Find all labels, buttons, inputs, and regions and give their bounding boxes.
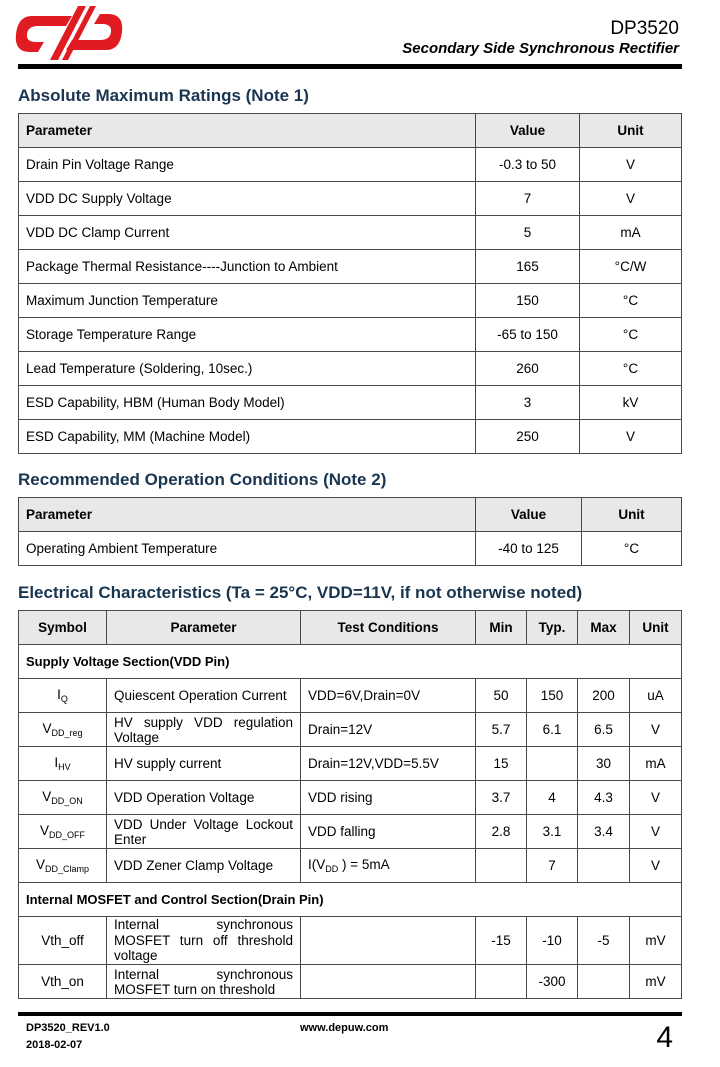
cond-cell: VDD rising: [301, 781, 476, 815]
param-cell: HV supply current: [107, 747, 301, 781]
symbol-cell: Vth_off: [19, 917, 107, 965]
value-cell: -65 to 150: [476, 318, 580, 352]
param-cell: Lead Temperature (Soldering, 10sec.): [19, 352, 476, 386]
table-row: [19, 318, 682, 352]
unit-cell: °C: [580, 352, 682, 386]
value-cell: 150: [476, 284, 580, 318]
param-cell: Operating Ambient Temperature: [19, 532, 476, 566]
unit-cell: mV: [630, 965, 682, 999]
cond-cell: [301, 965, 476, 999]
unit-cell: mA: [580, 216, 682, 250]
max-cell: 3.4: [578, 815, 630, 849]
symbol-cell: $V_{DD\_reg}$: [19, 713, 107, 747]
min-cell: 2.8: [476, 815, 527, 849]
param-cell: Storage Temperature Range: [19, 318, 476, 352]
section-label: Internal MOSFET and Control Section(Drain Pin): [19, 883, 682, 917]
table-row: [19, 284, 682, 318]
section-label: Supply Voltage Section(VDD Pin): [19, 645, 682, 679]
value-cell: -40 to 125: [476, 532, 582, 566]
col-header: Unit: [582, 498, 682, 532]
typ-cell: -10: [527, 917, 578, 965]
table-header-row: [19, 498, 682, 532]
unit-cell: V: [630, 713, 682, 747]
footer-rule: [18, 1012, 682, 1016]
value-cell: -0.3 to 50: [476, 148, 580, 182]
table-row: [19, 532, 682, 566]
param-cell: VDD Operation Voltage: [107, 781, 301, 815]
page-number: 4: [656, 1021, 673, 1054]
min-cell: [476, 965, 527, 999]
rec-op-table: [18, 497, 682, 566]
cond-cell: VDD=6V,Drain=0V: [301, 679, 476, 713]
cond-cell: Drain=12V,VDD=5.5V: [301, 747, 476, 781]
max-cell: [578, 849, 630, 883]
param-cell: Internal synchronous MOSFET turn on threshold: [107, 965, 301, 999]
max-cell: -5: [578, 917, 630, 965]
symbol-cell: $V_{DD\_OFF}$: [19, 815, 107, 849]
max-cell: 4.3: [578, 781, 630, 815]
table-row: [19, 420, 682, 454]
col-header: Value: [476, 114, 580, 148]
symbol-cell: $I_{HV}$: [19, 747, 107, 781]
param-cell: HV supply VDD regulation Voltage: [107, 713, 301, 747]
value-cell: 5: [476, 216, 580, 250]
cond-cell: VDD falling: [301, 815, 476, 849]
header-rule: [18, 64, 682, 69]
param-cell: VDD DC Supply Voltage: [19, 182, 476, 216]
param-cell: VDD DC Clamp Current: [19, 216, 476, 250]
table-row: [19, 352, 682, 386]
typ-cell: [527, 747, 578, 781]
param-cell: Internal synchronous MOSFET turn off threshold voltage: [107, 917, 301, 965]
max-cell: 30: [578, 747, 630, 781]
unit-cell: V: [630, 815, 682, 849]
unit-cell: uA: [630, 679, 682, 713]
section-row: [19, 883, 682, 917]
table-row: [19, 250, 682, 284]
value-cell: 3: [476, 386, 580, 420]
col-header: Max: [578, 611, 630, 645]
typ-cell: 4: [527, 781, 578, 815]
cond-cell: $I(V_{DD}$ ) = 5mA: [301, 849, 476, 883]
symbol-cell: Vth_on: [19, 965, 107, 999]
param-cell: Drain Pin Voltage Range: [19, 148, 476, 182]
symbol-cell: $V_{DD\_Clamp}$: [19, 849, 107, 883]
unit-cell: V: [580, 420, 682, 454]
table-row: [19, 386, 682, 420]
table-row: [19, 679, 682, 713]
typ-cell: 150: [527, 679, 578, 713]
rec-op-title: Recommended Operation Conditions (Note 2): [18, 470, 387, 489]
col-header: Parameter: [19, 114, 476, 148]
table-row: [19, 781, 682, 815]
section-row: [19, 645, 682, 679]
param-cell: Package Thermal Resistance----Junction to Ambient: [19, 250, 476, 284]
min-cell: -15: [476, 917, 527, 965]
min-cell: 5.7: [476, 713, 527, 747]
unit-cell: °C: [580, 284, 682, 318]
unit-cell: °C/W: [580, 250, 682, 284]
col-header: Min: [476, 611, 527, 645]
param-cell: VDD Under Voltage Lockout Enter: [107, 815, 301, 849]
table-row: [19, 965, 682, 999]
abs-max-table: [18, 113, 682, 454]
table-header-row: [19, 114, 682, 148]
unit-cell: kV: [580, 386, 682, 420]
header-subtitle: Secondary Side Synchronous Rectifier: [402, 40, 679, 57]
typ-cell: -300: [527, 965, 578, 999]
param-cell: VDD Zener Clamp Voltage: [107, 849, 301, 883]
unit-cell: V: [580, 182, 682, 216]
unit-cell: V: [580, 148, 682, 182]
unit-cell: V: [630, 781, 682, 815]
max-cell: 6.5: [578, 713, 630, 747]
param-cell: Quiescent Operation Current: [107, 679, 301, 713]
table-row: [19, 815, 682, 849]
header-model: DP3520: [610, 18, 679, 39]
col-header: Typ.: [527, 611, 578, 645]
unit-cell: mA: [630, 747, 682, 781]
param-cell: ESD Capability, MM (Machine Model): [19, 420, 476, 454]
table-row: [19, 148, 682, 182]
table-row: [19, 917, 682, 965]
logo-mark: [16, 6, 122, 60]
unit-cell: °C: [582, 532, 682, 566]
min-cell: 15: [476, 747, 527, 781]
value-cell: 165: [476, 250, 580, 284]
col-header: Parameter: [19, 498, 476, 532]
col-header: Test Conditions: [301, 611, 476, 645]
footer-website: www.depuw.com: [300, 1022, 389, 1034]
col-header: Unit: [630, 611, 682, 645]
table-row: [19, 182, 682, 216]
table-row: [19, 747, 682, 781]
symbol-cell: $V_{DD\_ON}$: [19, 781, 107, 815]
min-cell: 3.7: [476, 781, 527, 815]
table-row: [19, 849, 682, 883]
symbol-cell: $I_Q$: [19, 679, 107, 713]
cond-cell: [301, 917, 476, 965]
col-header: Symbol: [19, 611, 107, 645]
value-cell: 7: [476, 182, 580, 216]
col-header: Value: [476, 498, 582, 532]
elec-title: Electrical Characteristics (Ta = 25°C, VDD=11V, if not otherwise noted): [18, 583, 583, 602]
min-cell: [476, 849, 527, 883]
unit-cell: mV: [630, 917, 682, 965]
param-cell: Maximum Junction Temperature: [19, 284, 476, 318]
elec-table: [18, 610, 682, 999]
abs-max-title: Absolute Maximum Ratings (Note 1): [18, 86, 309, 105]
table-row: [19, 216, 682, 250]
table-header-row: [19, 611, 682, 645]
value-cell: 260: [476, 352, 580, 386]
unit-cell: V: [630, 849, 682, 883]
max-cell: [578, 965, 630, 999]
typ-cell: 6.1: [527, 713, 578, 747]
typ-cell: 7: [527, 849, 578, 883]
table-row: [19, 713, 682, 747]
col-header: Parameter: [107, 611, 301, 645]
company-logo: [14, 4, 124, 62]
max-cell: 200: [578, 679, 630, 713]
unit-cell: °C: [580, 318, 682, 352]
typ-cell: 3.1: [527, 815, 578, 849]
param-cell: ESD Capability, HBM (Human Body Model): [19, 386, 476, 420]
min-cell: 50: [476, 679, 527, 713]
footer-revision: DP3520_REV1.0: [26, 1022, 110, 1034]
col-header: Unit: [580, 114, 682, 148]
cond-cell: Drain=12V: [301, 713, 476, 747]
footer-date: 2018-02-07: [26, 1039, 83, 1051]
value-cell: 250: [476, 420, 580, 454]
